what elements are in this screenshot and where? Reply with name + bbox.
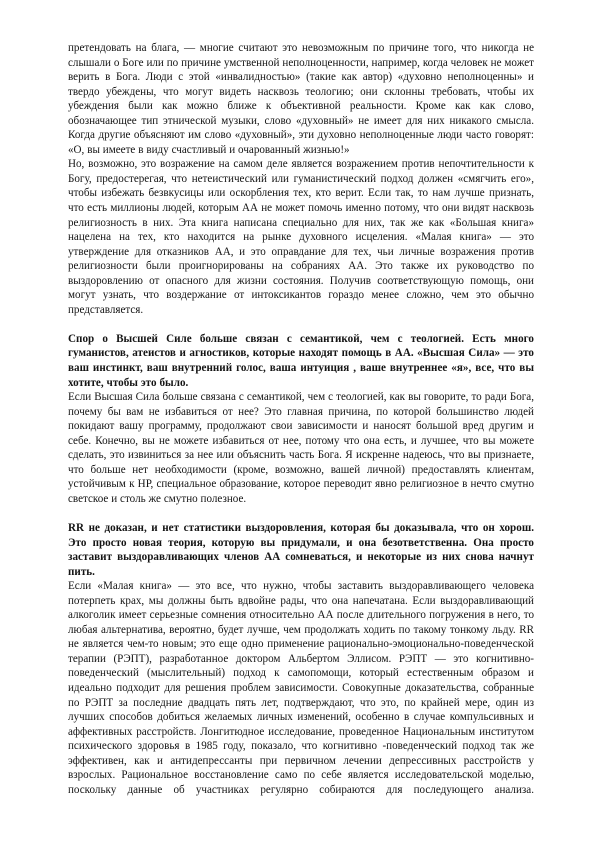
paragraph-rr-response: Если «Малая книга» — это все, что нужно, чтобы заставить выздоравливающего человека потерпеть крах, мы должны быть вдвойне рады, что она напечатана. Если выздоравливающий алкоголик имеет серьезные сомнения относительно АА после длительного погружения в него, то любая альтернатива, вероятно, будет лучше, чем продолжать ходить по такому тонкому льду. RR не является чем-то новым; это еще одно применение рационально-эмоционально-поведенческой терапии (РЭПТ), разработанное доктором Альбертом Эллисом. РЭПТ — это когнитивно-поведенческий (мыслительный) подход к самопомощи, который естественным образом и идеально подходит для решения проблем зависимости. Совокупные доказательства, собранные по РЭПТ за последние двадцать пять лет, подтверждают, что это, по крайней мере, один из лучших способов добиться желаемых личных изменений, особенно в случае компульсивных и аффективных расстройств. Лонгитюдное исследование, проведенное Национальным институтом психического здоровья в 1985 году, показало, что когнитивно -поведенческий подход так же эффективен, как и антидепрессанты при первичном лечении депрессивных расстройств у взрослых. Рациональное восстановление само по себе является исследовательской моделью, поскольку данные об участниках регулярно собираются для последующего анализа. xyxy=(68,580,534,796)
text-column xyxy=(68,41,534,797)
paragraph-objection-to-irreverence: Но, возможно, это возражение на самом деле является возражением против непочтительности к Богу, предостерегая, что нетеистический или гуманистический подход должен «смягчить его», чтобы избежать безвкусицы или оскорбления тех, кто верит. Если так, то нам лучше признать, что есть миллионы людей, которым АА не может помочь именно потому, что они видят насквозь религиозность в них. Эта книга написана специально для них, так же как «Большая книга» нацелена на тех, кто находится на рынке духовного исцеления. «Малая книга» — это утверждение для отказников АА, и это оправдание для тех, чьи личные возражения против религиозности были проигнорированы на собраниях АА. Это также их руководство по выздоровлению от опасного для жизни состояния. Получив соответствующую помощь, они могут узнать, что воздержание от интоксикантов гораздо менее сложно, чем это обычно представляется. xyxy=(68,158,534,316)
paragraph-higher-power-response: Если Высшая Сила больше связана с семантикой, чем с теологией, как вы говорите, то ради Бога, почему бы вам не избавиться от нее? Это главная причина, по которой большинство людей покидают вашу программу, продолжают свои зависимости и наносят большой вред другим и себе. Конечно, вы не можете избавиться от нее, потому что она есть, и лучшее, что вы можете сделать, это извиниться за нее или объяснить часть Бога. Я искренне надеюсь, что вы признаете, что больше нет необходимости (кроме, возможно, вашей личной) предоставлять клиентам, устойчивым к НР, специальное образование, которое переводит явно религиозное в нечто смутно светское и столь же смутно полезное. xyxy=(68,391,534,505)
heading-higher-power-semantics: Спор о Высшей Силе больше связан с семантикой, чем с теологией. Есть много гуманистов, атеистов и агностиков, которые находят помощь в АА. «Высшая Сила» — это ваш инстинкт, ваш внутренний голос, ваша интуиция , ваше внутреннее «я», все, что вы хотите, чтобы это было. xyxy=(68,332,534,389)
block-spacer xyxy=(68,506,534,521)
paragraph-spiritual-objection: претендовать на блага, — многие считают это невозможным по причине того, что никогда не слышали о Боге или по причине умственной неполноценности, например, когда человек не может верить в Бога. Люди с этой «инвалидностью» (такие как автор) «духовно неполноценны» и твердо убеждены, что могут видеть насквозь теологию; они склонны требовать, чтобы их убеждения были как можно ближе к объективной реальности. Кроме как как слово, обозначающее тип этнической музыки, слово «духовный» не имеет для них никакого смысла. Когда другие объясняют им слово «духовный», эти духовно неполноценные люди часто говорят: «О, вы имеете в виду счастливый и очарованный жизнью!» xyxy=(68,42,534,156)
block-spacer xyxy=(68,317,534,332)
heading-rr-unproven: RR не доказан, и нет статистики выздоровления, которая бы доказывала, что он хорош. Это просто новая теория, которую вы придумали, и она безответственна. Она просто заставит выздоравливающих членов АА сомневаться, и некоторые из них снова начнут пить. xyxy=(68,521,534,578)
